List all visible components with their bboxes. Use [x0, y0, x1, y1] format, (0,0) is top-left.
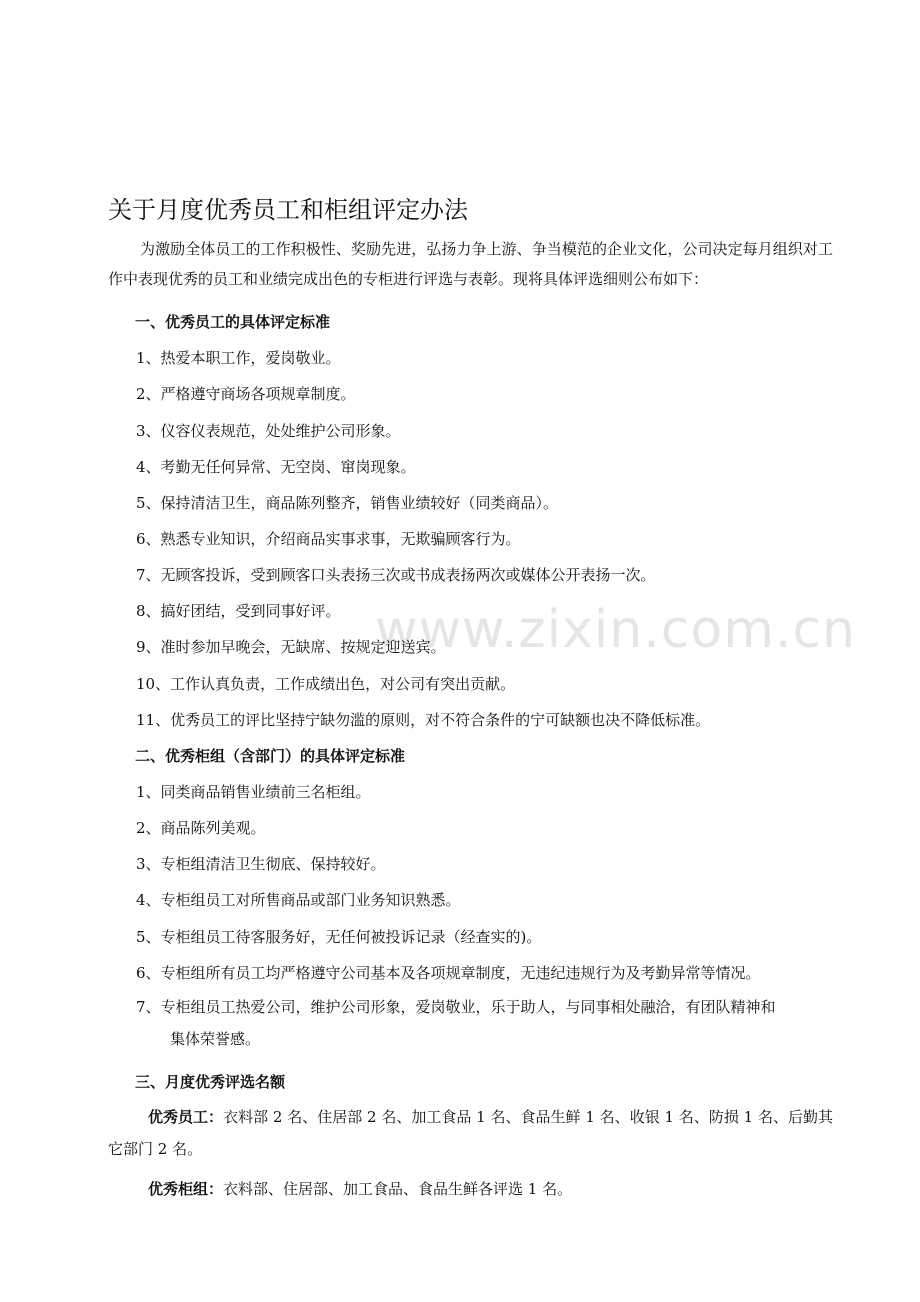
section1-item: 10、工作认真负责，工作成绩出色，对公司有突出贡献。: [136, 675, 516, 693]
section1-item: 9、准时参加早晚会，无缺席、按规定迎送宾。: [136, 638, 446, 656]
section2-item: 4、专柜组员工对所售商品或部门业务知识熟悉。: [136, 891, 461, 909]
watermark: www.zixin.com.cn: [375, 600, 856, 660]
quota-groups-text: 衣料部、住居部、加工食品、食品生鲜各评选 1 名。: [223, 1180, 573, 1198]
section1-heading: 一、优秀员工的具体评定标准: [135, 313, 331, 331]
document-title: 关于月度优秀员工和柜组评定办法: [108, 196, 468, 224]
section2-item: 6、专柜组所有员工均严格遵守公司基本及各项规章制度，无违纪违规行为及考勤异常等情况。: [136, 964, 761, 982]
section2-item: 1、同类商品销售业绩前三名柜组。: [136, 783, 371, 801]
section2-item: 2、商品陈列美观。: [136, 819, 266, 837]
quota-groups-label: 优秀柜组：: [148, 1180, 224, 1198]
section2-item: 3、专柜组清洁卫生彻底、保持较好。: [136, 855, 386, 873]
section2-item-multiline: [136, 991, 836, 1055]
section2-item7-line2: 集体荣誉感。: [170, 1030, 261, 1048]
section3-heading: 三、月度优秀评选名额: [135, 1073, 286, 1091]
section2-item: 5、专柜组员工待客服务好，无任何被投诉记录（经查实的)。: [136, 928, 542, 946]
section1-item: 1、热爱本职工作，爱岗敬业。: [136, 349, 341, 367]
section1-item: 8、搞好团结，受到同事好评。: [136, 602, 341, 620]
quota-groups: [108, 1173, 833, 1205]
section1-item: 2、严格遵守商场各项规章制度。: [136, 385, 356, 403]
section1-item: 5、保持清洁卫生，商品陈列整齐，销售业绩较好（同类商品）。: [136, 494, 559, 512]
quota-employees-label: 优秀员工：: [148, 1108, 224, 1126]
quota-employees: [108, 1101, 833, 1165]
section1-item: 11、优秀员工的评比坚持宁缺勿滥的原则，对不符合条件的宁可缺额也决不降低标准。: [136, 711, 711, 729]
quota-employees-text: 衣料部 2 名、住居部 2 名、加工食品 1 名、食品生鲜 1 名、收银 1 名、防损 1 名、后勤其它部门 2 名。: [108, 1108, 833, 1158]
section2-item7-line1: 7、专柜组员工热爱公司，维护公司形象，爱岗敬业，乐于助人，与同事相处融洽，有团队精神和: [136, 998, 776, 1016]
section1-item: 3、仪容仪表规范，处处维护公司形象。: [136, 422, 401, 440]
section1-item: 4、考勤无任何异常、无空岗、窜岗现象。: [136, 458, 416, 476]
section1-item: 7、无顾客投诉，受到顾客口头表扬三次或书成表扬两次或媒体公开表扬一次。: [136, 566, 656, 584]
intro-paragraph: 为激励全体员工的工作积极性、奖励先进，弘扬力争上游、争当模范的企业文化，公司决定每月组织对工作中表现优秀的员工和业绩完成出色的专柜进行评选与表彰。现将具体评选细则公布如下：: [108, 240, 833, 288]
section1-item: 6、熟悉专业知识，介绍商品实事求事，无欺骗顾客行为。: [136, 530, 521, 548]
section2-heading: 二、优秀柜组（含部门）的具体评定标准: [135, 747, 406, 765]
